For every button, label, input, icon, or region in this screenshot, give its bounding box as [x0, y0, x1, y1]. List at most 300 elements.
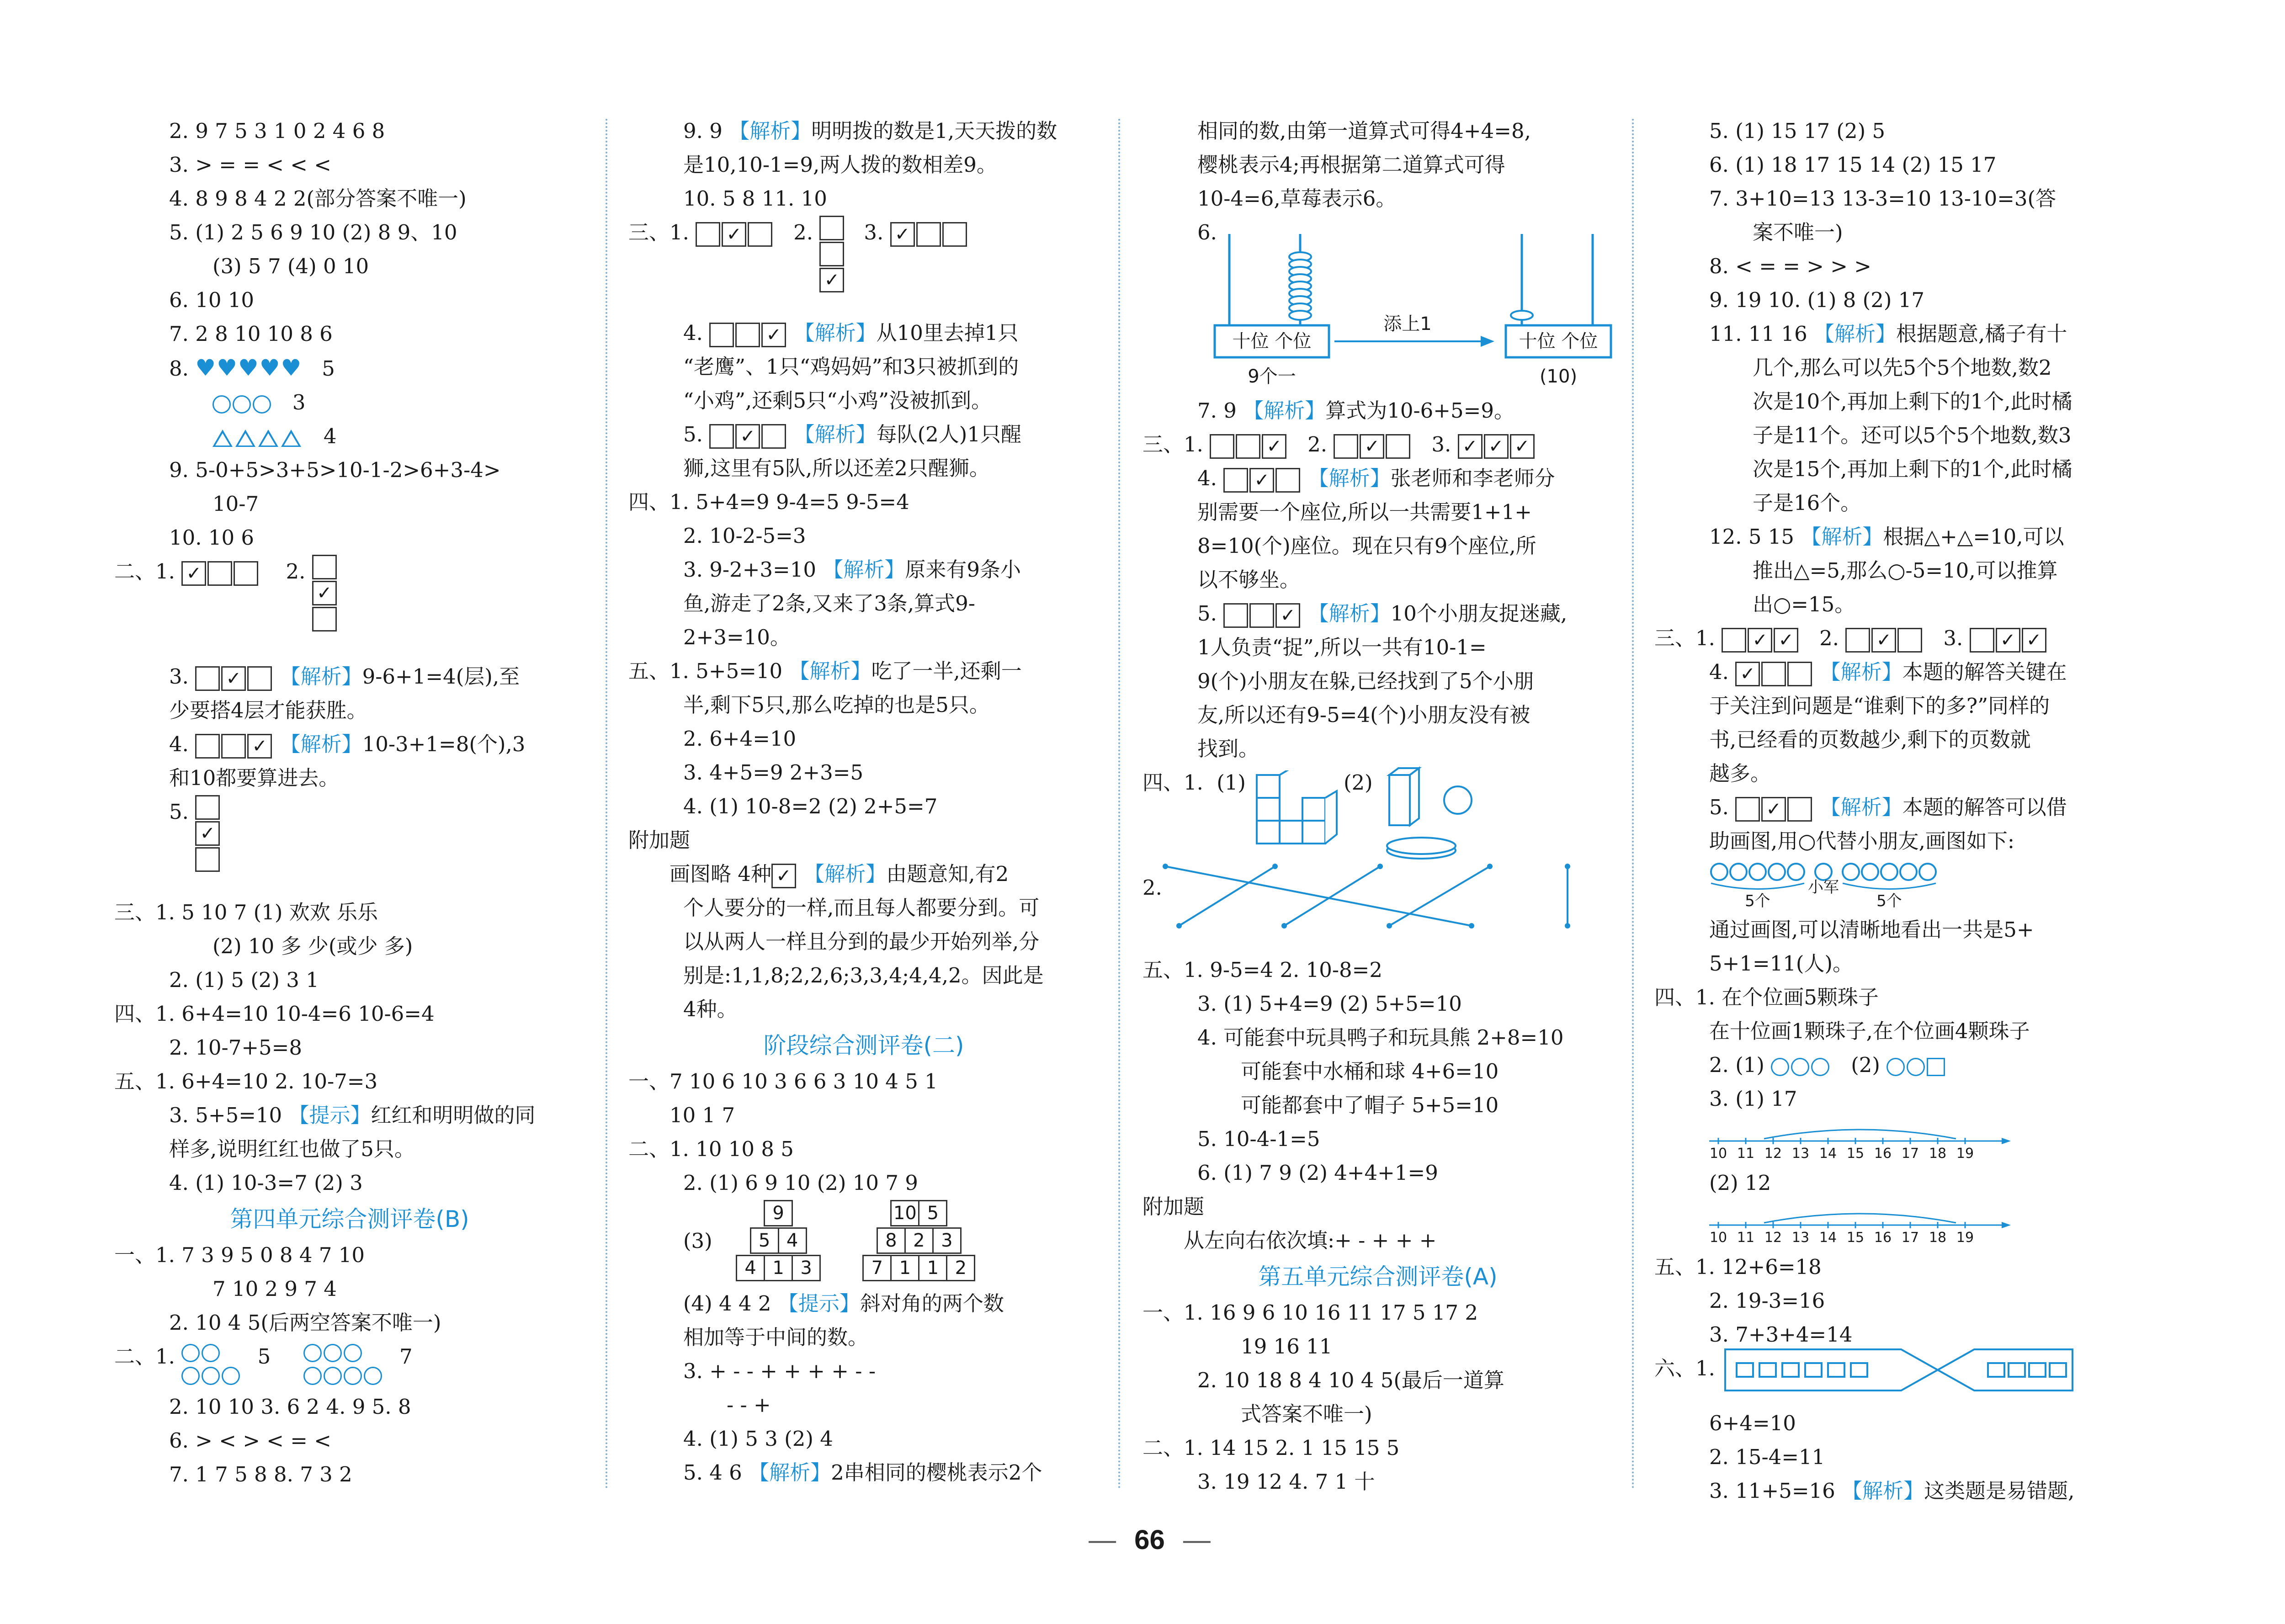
answer-line: 7 10 2 9 7 4: [213, 1277, 337, 1301]
checkbox-icon: ✓: [1748, 628, 1772, 653]
checkbox-icon: ✓: [2022, 628, 2046, 653]
solid-figures: [1142, 766, 1613, 871]
checkbox-icon: ✓: [1262, 434, 1286, 459]
number-line-tick-label: 16: [1874, 1146, 1892, 1162]
answer-line: 于关注到问题是“谁剩下的多?”同样的: [1709, 694, 2050, 718]
answer-text: 红红和明明做的同: [371, 1103, 536, 1127]
column-divider: [606, 119, 607, 1490]
checkbox-icon: [312, 555, 337, 579]
checkbox-icon: [234, 561, 258, 586]
page-number-value: 66: [1134, 1524, 1165, 1555]
analysis-tag: 【解析】: [794, 422, 877, 446]
answer-line: (2) 12: [1709, 1171, 1771, 1195]
pyramid-cell: 7: [862, 1255, 892, 1281]
answer-line: [114, 386, 585, 419]
answer-line: [1654, 791, 2125, 824]
item-number: 4.: [683, 321, 703, 345]
abacus-diagram: [1211, 216, 1613, 389]
checkbox-icon: [1787, 662, 1812, 686]
answer-line: 狮,这里有5队,所以还差2只醒狮。: [683, 456, 990, 480]
pyramid-cell: 3: [932, 1227, 962, 1254]
answer-line: 式答案不唯一): [1241, 1402, 1372, 1426]
analysis-tag: 【解析】: [280, 732, 362, 756]
answer-line: [628, 1287, 1099, 1321]
answer-line: 子是11个。还可以5个5个地数,数3: [1753, 423, 2072, 447]
number-line-tick-label: 13: [1791, 1230, 1810, 1246]
answer-text: 9-6+1=4(层),至: [362, 664, 520, 689]
checkbox-icon: [761, 424, 786, 449]
abacus-figure: [1142, 216, 1613, 394]
answer-line: 五、1. 6+4=10 2. 10-7=3: [114, 1069, 378, 1093]
circle-icon: [324, 1344, 342, 1362]
answer-line: 五、1. 12+6=18: [1654, 1255, 1822, 1279]
analysis-tag: 【解析】: [1308, 601, 1391, 626]
circle-icon: [1907, 1058, 1925, 1076]
answer-line: “老鹰”、1只“鸡妈妈”和3只被抓到的: [683, 355, 1019, 379]
hint-tag: 【提示】: [777, 1291, 860, 1316]
checkbox-icon: [221, 734, 246, 759]
groups-diagram: [1723, 1345, 2079, 1395]
answer-line: [1142, 428, 1613, 462]
checkbox-icon: [696, 222, 720, 247]
answer-line: [628, 316, 1099, 350]
number-line-tick-label: 19: [1956, 1146, 1974, 1162]
pyramid-cell: 10: [890, 1200, 919, 1226]
number-pyramid: [737, 1200, 821, 1282]
analysis-tag: 【解析】: [804, 862, 887, 886]
item-number: 四、1.: [1142, 770, 1203, 795]
answer-line: 找到。: [1197, 737, 1259, 761]
item-number: 2.: [1142, 876, 1162, 900]
checkbox-icon: [1223, 603, 1248, 628]
item-number: 4.: [1197, 466, 1217, 490]
item-number: 三、1.: [628, 220, 689, 244]
analysis-tag: 【解析】: [1820, 795, 1902, 819]
pyramid-cell: 8: [877, 1227, 906, 1254]
answer-line: 从左向右依次填:+ - + + +: [1184, 1228, 1437, 1252]
checkbox-icon: [1845, 628, 1870, 653]
answer-line: 推出△=5,那么○-5=10,可以推算: [1753, 558, 2058, 583]
answer-text: 5. 4 6: [683, 1460, 742, 1485]
answer-line: 10. 10 6: [169, 525, 255, 550]
item-number: 三、1.: [1654, 626, 1715, 650]
answer-line: 7. 1 7 5 8 8. 7 3 2: [169, 1462, 352, 1486]
answer-line: 次是10个,再加上剩下的1个,此时橘: [1753, 389, 2072, 414]
answer-line: 4. 8 9 8 4 2 2(部分答案不唯一): [169, 186, 467, 211]
answer-text: 7. 9: [1197, 398, 1237, 423]
answer-text: 11. 11 16: [1709, 322, 1807, 346]
triangle-icon: [258, 430, 278, 447]
analysis-tag: 【解析】: [1308, 466, 1391, 490]
item-number: 二、1.: [114, 559, 175, 584]
answer-line: 4. (1) 10-8=2 (2) 2+5=7: [683, 794, 938, 818]
answer-line: 5. (1) 15 17 (2) 5: [1709, 119, 1886, 143]
answer-line: 三、1. 5 10 7 (1) 欢欢 乐乐: [114, 900, 378, 924]
circle-icon: [202, 1344, 220, 1362]
checkbox-icon: ✓: [1360, 434, 1384, 459]
column-3: [1142, 114, 1613, 1499]
answer-line: 3. + - - + + + + - -: [683, 1359, 876, 1383]
circle-icon: [222, 1367, 240, 1385]
item-number: 2.: [1819, 626, 1839, 650]
arrow-head-icon: [2002, 1222, 2011, 1228]
answer-line: 可能都套中了帽子 5+5=10: [1241, 1093, 1499, 1117]
checkbox-icon: [312, 607, 337, 632]
figure-label: 5个: [1876, 892, 1902, 908]
answer-line: 6. 10 10: [169, 288, 255, 312]
answer-line: (3) 5 7 (4) 0 10: [213, 254, 369, 278]
number-line-tick-label: 12: [1764, 1230, 1782, 1246]
answer-line: 樱桃表示4;再根据第二道算式可得: [1197, 153, 1505, 177]
number-line-tick-label: 14: [1819, 1146, 1837, 1162]
number-line-tick-label: 17: [1901, 1230, 1919, 1246]
number-line-tick-label: 15: [1846, 1146, 1865, 1162]
number-line-tick-label: 18: [1929, 1230, 1947, 1246]
number-line-tick-label: 14: [1819, 1230, 1837, 1246]
answer-line: [1142, 462, 1613, 495]
answer-line: 子是16个。: [1753, 491, 1861, 515]
checkbox-icon: [1275, 468, 1300, 493]
answer-line: 2. 10-2-5=3: [683, 524, 806, 548]
answer-line: 2. 10 10 3. 6 2 4. 9 5. 8: [169, 1395, 411, 1419]
column-1: [114, 114, 585, 1491]
pyramid-cell: 9: [764, 1200, 793, 1226]
section-title: 第四单元综合测评卷(B): [230, 1206, 469, 1232]
answer-line: 和10都要算进去。: [169, 766, 340, 790]
answer-text: 每队(2人)1只醒: [876, 422, 1021, 446]
checkbox-icon: ✓: [1996, 628, 2020, 653]
checkbox-icon: [1249, 603, 1274, 628]
answer-text: 10个小朋友捉迷藏,: [1390, 601, 1568, 626]
answer-line: 几个,那么可以先5个5个地数,数2: [1753, 356, 2052, 380]
checkbox-icon: [195, 734, 220, 759]
answer-line: [114, 795, 585, 896]
answer-line: 2. 19-3=16: [1709, 1289, 1825, 1313]
checkbox-icon: [1722, 628, 1746, 653]
answer-text: 画图略 4种: [670, 862, 771, 886]
answer-text: 本题的解答关键在: [1902, 660, 2067, 684]
checkbox-icon: [819, 216, 844, 240]
answer-line: 书,已经看的页数越少,剩下的页数就: [1709, 727, 2031, 752]
checkbox-icon: ✓: [1735, 662, 1760, 686]
checkbox-icon: ✓: [1249, 468, 1274, 493]
answer-line: 次是15个,再加上剩下的1个,此时橘: [1753, 457, 2072, 481]
checkbox-icon: [735, 323, 760, 347]
abacus-bead: [1511, 311, 1533, 320]
answer-line: [1654, 1352, 2125, 1406]
answer-line: 2. 15-4=11: [1709, 1445, 1825, 1469]
answer-line: [628, 553, 1099, 587]
number-line-tick-label: 10: [1709, 1230, 1727, 1246]
cube-stack-icon: [1252, 770, 1344, 862]
answer-line: [114, 1340, 585, 1390]
column-4: [1654, 114, 2125, 1508]
answer-line: 2. 10-7+5=8: [169, 1035, 303, 1060]
circle-icon: [233, 395, 251, 414]
checkbox-icon: ✓: [1871, 628, 1896, 653]
answer-line: 7. 2 8 10 10 8 6: [169, 322, 333, 346]
answer-text: 3. 11+5=16: [1709, 1479, 1835, 1503]
circle-icon: [364, 1367, 382, 1385]
answer-line: [114, 555, 585, 660]
answer-line: 7. 3+10=13 13-3=10 13-10=3(答: [1709, 186, 2056, 211]
answer-text: 原来有9条小: [905, 557, 1021, 582]
checkbox-icon: [916, 222, 941, 247]
children-circles: [1709, 858, 2029, 908]
abacus-caption: (10): [1539, 366, 1578, 387]
number-pyramid: [864, 1200, 975, 1282]
answer-line: 3. > = = < < <: [169, 153, 331, 177]
item-number: 5.: [683, 422, 703, 446]
answer-line: [628, 857, 1099, 891]
circle-icon: [1811, 1058, 1829, 1076]
item-number: 5.: [169, 800, 189, 824]
answer-text: 由题意知,有2: [886, 862, 1009, 886]
item-number: (3): [683, 1229, 712, 1253]
pyramid-cell: 1: [890, 1255, 919, 1281]
column-divider: [1118, 119, 1120, 1490]
column-divider: [1632, 119, 1634, 1490]
answer-line: 是10,10-1=9,两人拨的数相差9。: [683, 153, 997, 177]
answer-line: 五、1. 9-5=4 2. 10-8=2: [1142, 958, 1383, 982]
bonus-heading: 附加题: [1142, 1194, 1205, 1219]
answer-line: [1654, 520, 2125, 554]
checkbox-icon: ✓: [181, 561, 206, 586]
answer-text: (4) 4 4 2: [683, 1291, 771, 1316]
answer-line: 友,所以还有9-5=4(个)小朋友没有被: [1197, 703, 1530, 727]
answer-line: 5. (1) 2 5 6 9 10 (2) 8 9、10: [169, 220, 457, 244]
answer-line: 2. (1) 6 9 10 (2) 10 7 9: [683, 1171, 918, 1195]
number-line-tick-label: 18: [1929, 1146, 1947, 1162]
answer-line: - - +: [727, 1393, 771, 1417]
answer-text: 本题的解答可以借: [1902, 795, 2067, 819]
column-2: [628, 114, 1099, 1490]
matching-lines: [1161, 857, 1572, 935]
answer-line: 9(个)小朋友在躲,已经找到了5个小朋: [1197, 669, 1534, 693]
pyramid-answers: [628, 1200, 1099, 1287]
abacus-beads: [1289, 252, 1311, 320]
answer-line: 3. (1) 17: [1709, 1087, 1797, 1111]
square-icon: [1927, 1058, 1945, 1076]
number-line-tick-label: 11: [1737, 1146, 1755, 1162]
heart-icons: ♥♥♥♥♥: [195, 355, 303, 381]
circle-icon: [181, 1344, 200, 1362]
answer-line: 少要搭4层才能获胜。: [169, 698, 367, 722]
analysis-tag: 【解析】: [1842, 1479, 1924, 1503]
answer-line: 四、1. 6+4=10 10-4=6 10-6=4: [114, 1002, 435, 1026]
answer-text: 吃了一半,还剩一: [871, 659, 1022, 683]
answer-line: 8=10(个)座位。现在只有9个座位,所: [1197, 534, 1536, 558]
analysis-tag: 【解析】: [749, 1460, 831, 1485]
answer-line: [1654, 621, 2125, 655]
answer-line: [628, 654, 1099, 688]
item-number: 3.: [169, 664, 189, 689]
item-number: 3.: [1431, 432, 1451, 456]
answer-line: 一、1. 16 9 6 10 16 11 17 5 17 2: [1142, 1300, 1478, 1325]
answer-line: 相同的数,由第一道算式可得4+4=8,: [1197, 119, 1531, 143]
answer-line: 出○=15。: [1753, 592, 1855, 616]
analysis-tag: 【解析】: [789, 659, 871, 683]
answer-line: 四、1. 在个位画5颗珠子: [1654, 985, 1879, 1009]
checkbox-icon: [1386, 434, 1410, 459]
children-circle-figure: [1654, 858, 2125, 913]
checkbox-icon: ✓: [819, 268, 844, 292]
circle-icon: [213, 395, 231, 414]
answer-line: 个人要分的一样,而且每人都要分到。可: [683, 896, 1040, 920]
answer-line: 9. 19 10. (1) 8 (2) 17: [1709, 288, 1924, 312]
checkbox-icon: [942, 222, 967, 247]
answer-text: (2): [1851, 1053, 1880, 1077]
circle-icon: [1791, 1058, 1809, 1076]
answer-line: 鱼,游走了2条,又来了3条,算式9-: [683, 591, 976, 616]
answer-line: [1654, 317, 2125, 351]
item-number: (1): [1217, 770, 1246, 795]
answer-line: 5. 10-4-1=5: [1197, 1127, 1320, 1151]
pyramid-cell: 4: [778, 1227, 807, 1254]
answer-line: 8. < = = > > >: [1709, 254, 1871, 278]
circle-icon: [181, 1367, 200, 1385]
answer-line: [114, 727, 585, 761]
checkbox-icon: ✓: [221, 666, 246, 691]
answer-line: 半,剩下5只,那么吃掉的也是5只。: [683, 693, 990, 717]
analysis-tag: 【解析】: [280, 664, 362, 689]
checkbox-icon: [247, 666, 272, 691]
answer-value: 3: [292, 390, 306, 414]
answer-line: 2. 10 18 8 4 10 4 5(最后一道算: [1197, 1368, 1504, 1392]
answer-text: 12. 5 15: [1709, 525, 1795, 549]
checkbox-icon: [1897, 628, 1922, 653]
answer-line: 二、1. 14 15 2. 1 15 15 5: [1142, 1436, 1400, 1460]
answer-line: 2+3=10。: [683, 625, 791, 649]
item-number: 3.: [1943, 626, 1963, 650]
checkbox-icon: ✓: [771, 864, 796, 888]
answer-line: 6. (1) 18 17 15 14 (2) 15 17: [1709, 153, 1997, 177]
matching-figure: [1142, 871, 1613, 953]
answer-line: 2. 9 7 5 3 1 0 2 4 6 8: [169, 119, 385, 143]
answer-line: [1142, 394, 1613, 428]
answer-line: [1654, 1048, 2125, 1082]
circle-icon: [324, 1367, 342, 1385]
number-line-tick-label: 15: [1846, 1230, 1865, 1246]
pyramid-cell: 2: [946, 1255, 975, 1281]
number-line-tick-label: 19: [1956, 1230, 1974, 1246]
checkbox-icon: [709, 424, 734, 449]
figure-label: 5个: [1745, 892, 1770, 908]
item-number: 六、1.: [1654, 1356, 1715, 1380]
pyramid-cell: 1: [918, 1255, 947, 1281]
checkbox-icon: [207, 561, 232, 586]
answer-line: 10-4=6,草莓表示6。: [1197, 186, 1397, 211]
answer-line: 3. (1) 5+4=9 (2) 5+5=10: [1197, 992, 1462, 1016]
bonus-heading: 附加题: [628, 828, 691, 852]
section-title: 阶段综合测评卷(二): [763, 1032, 964, 1059]
circle-icon: [303, 1344, 322, 1362]
checkbox-icon: ✓: [1510, 434, 1535, 459]
triangle-icon: [281, 430, 301, 447]
solids-icon: [1380, 766, 1499, 871]
answer-line: 可能套中水桶和球 4+6=10: [1241, 1059, 1499, 1083]
answer-text: 2串相同的樱桃表示2个: [831, 1460, 1042, 1485]
checkbox-icon: ✓: [1484, 434, 1509, 459]
number-line-diagram: [1709, 1116, 2020, 1162]
answer-line: [1654, 1474, 2125, 1508]
circle-icon: [202, 1367, 220, 1385]
checkbox-icon: [1210, 434, 1234, 459]
answer-line: 4. 可能套中玩具鸭子和玩具熊 2+8=10: [1197, 1025, 1564, 1050]
checkbox-icon: [1334, 434, 1358, 459]
answer-line: 案不唯一): [1753, 220, 1843, 244]
answer-line: [628, 1456, 1099, 1490]
place-value-label: 十位 个位: [1519, 331, 1598, 352]
answer-text: 根据题意,橘子有十: [1896, 322, 2067, 346]
answer-value: 7: [399, 1344, 413, 1369]
item-number: 5.: [1709, 795, 1729, 819]
answer-line: 2. (1) 5 (2) 3 1: [169, 968, 319, 992]
answer-text: 10-3+1=8(个),3: [362, 732, 526, 756]
answer-line: 19 16 11: [1241, 1334, 1333, 1359]
arrow-head-icon: [2002, 1138, 2011, 1144]
answer-line: (2) 10 多 少(或少 多): [213, 934, 413, 958]
answer-line: [114, 660, 585, 694]
answer-text: 斜对角的两个数: [860, 1291, 1004, 1316]
answer-line: 相加等于中间的数。: [683, 1325, 869, 1349]
pyramid-cell: 1: [764, 1255, 793, 1281]
jump-arc: [1764, 1214, 1956, 1223]
answer-text: 算式为10-6+5=9。: [1325, 398, 1514, 423]
checkbox-icon: ✓: [722, 222, 746, 247]
item-number: 8.: [169, 356, 189, 381]
number-line-tick-label: 16: [1874, 1230, 1892, 1246]
section-title: 第五单元综合测评卷(A): [1258, 1263, 1498, 1290]
circle-icon: [344, 1367, 362, 1385]
number-line-tick-label: 11: [1737, 1230, 1755, 1246]
answer-line: 样多,说明红红也做了5只。: [169, 1137, 415, 1161]
circle-icon: [253, 395, 271, 414]
answer-value: 4: [323, 424, 337, 448]
figure-label: 小军: [1808, 878, 1839, 897]
checkbox-icon: ✓: [890, 222, 915, 247]
answer-text: 根据△+△=10,可以: [1883, 525, 2064, 549]
analysis-tag: 【解析】: [794, 321, 877, 345]
checkbox-icon: ✓: [761, 323, 786, 347]
answer-line: 在十位画1颗珠子,在个位画4颗珠子: [1709, 1019, 2030, 1043]
circle-icon: [303, 1367, 322, 1385]
answer-line: [114, 1099, 585, 1132]
arrow-head-icon: [1481, 336, 1494, 347]
answer-line: “小鸡”,还剩5只“小鸡”没被抓到。: [683, 388, 992, 413]
answer-line: 通过画图,可以清晰地看出一共是5+: [1709, 918, 2034, 942]
checkbox-icon: [1761, 662, 1786, 686]
checkbox-icon: [748, 222, 772, 247]
hint-tag: 【提示】: [288, 1103, 371, 1127]
pyramid-cell: 2: [904, 1227, 934, 1254]
answer-line: [628, 418, 1099, 451]
answer-text: 从10里去掉1只: [876, 321, 1019, 345]
item-number: 4.: [169, 732, 189, 756]
answer-line: 以不够坐。: [1197, 568, 1301, 592]
answer-line: 6. (1) 7 9 (2) 4+4+1=9: [1197, 1161, 1438, 1185]
answer-line: [114, 419, 585, 453]
answer-text: 9. 9: [683, 119, 723, 143]
item-number: 4.: [1709, 660, 1729, 684]
answer-text: 五、1. 5+5=10: [628, 659, 783, 683]
page-number: — 66 —: [1089, 1524, 1211, 1555]
item-number: 2.: [793, 220, 813, 244]
answer-text: 张老师和李老师分: [1390, 466, 1555, 490]
checkbox-icon: [709, 323, 734, 347]
checkbox-icon: ✓: [1761, 797, 1786, 822]
answer-line: 越多。: [1709, 761, 1771, 785]
